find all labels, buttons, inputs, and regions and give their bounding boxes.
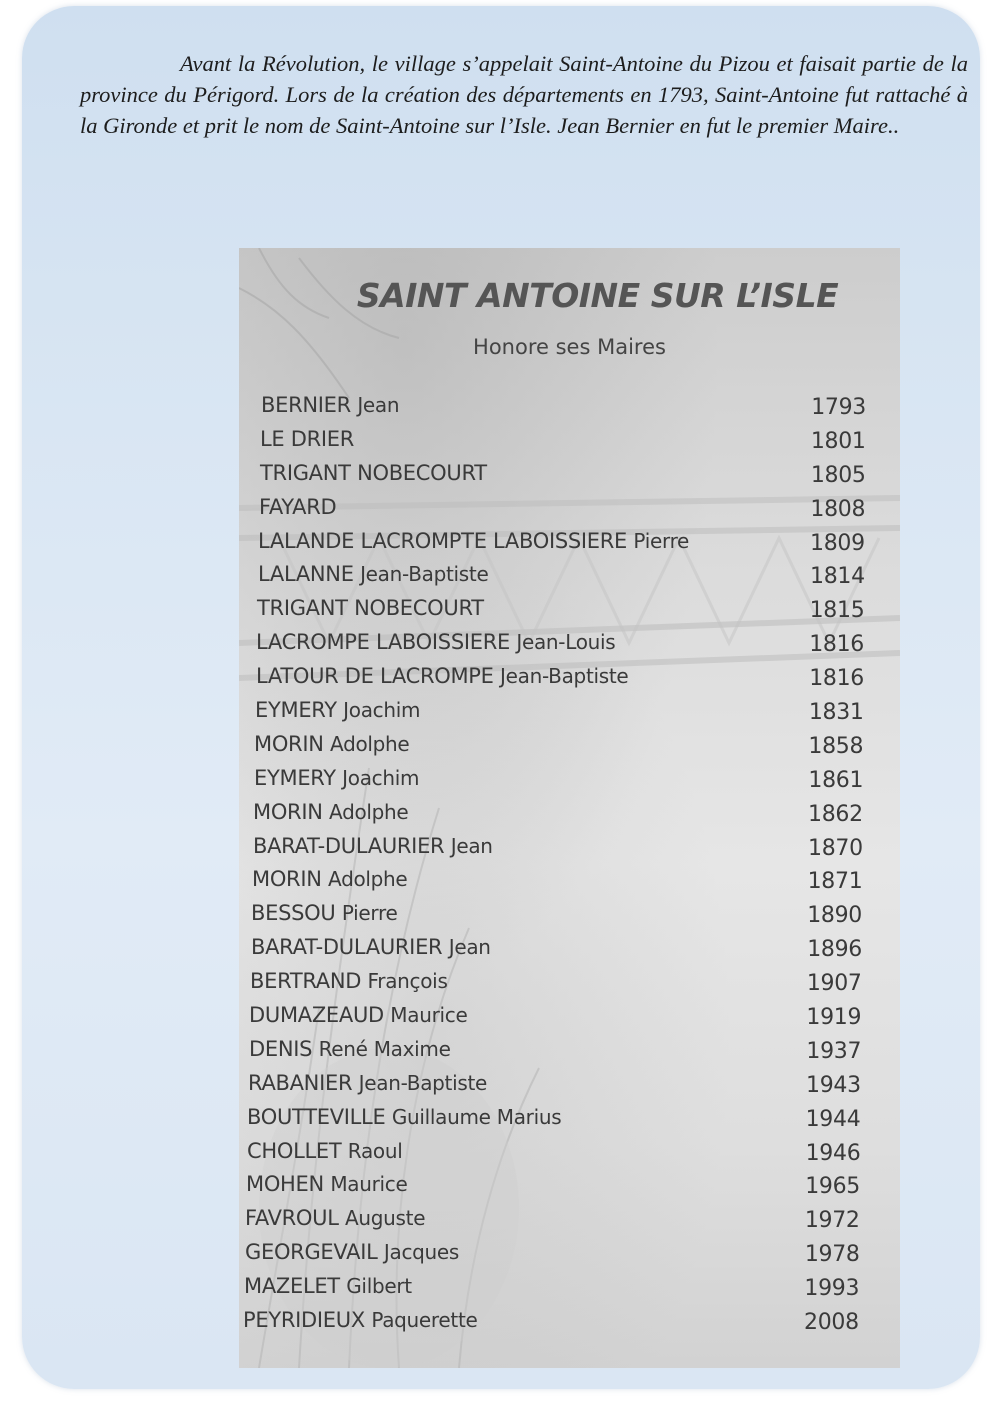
mayor-row: [239, 529, 900, 563]
mayor-row: [239, 1003, 900, 1037]
mayor-year: 2008: [804, 1310, 859, 1336]
mayor-surname: LATOUR DE LACROMPE: [256, 664, 494, 689]
mayor-year: 1890: [807, 903, 862, 929]
mayor-given-name: Guillaume Marius: [391, 1104, 562, 1129]
mayor-given-name: Auguste: [345, 1206, 426, 1231]
mayor-name: [258, 562, 488, 586]
mayor-year: 1972: [804, 1208, 860, 1234]
mayor-name: [254, 732, 409, 756]
mayor-name: [252, 867, 407, 891]
mayor-surname: TRIGANT NOBECOURT: [260, 460, 487, 485]
mayor-row: [239, 766, 900, 800]
mayor-given-name: Raoul: [347, 1138, 403, 1163]
mayor-name: [261, 393, 399, 417]
page-frame: [22, 6, 980, 1389]
mayor-row: [239, 935, 900, 969]
mayor-surname: BESSOU: [251, 901, 336, 926]
mayor-name: [259, 495, 336, 519]
mayor-row: [239, 630, 900, 664]
mayor-row: [239, 1308, 900, 1342]
mayor-row: [239, 596, 900, 630]
mayor-given-name: Gilbert: [346, 1274, 412, 1299]
plaque-title: SAINT ANTOINE SUR L’ISLE: [356, 276, 839, 315]
mayor-surname: RABANIER: [248, 1070, 353, 1095]
mayor-given-name: Jean-Baptiste: [500, 664, 629, 689]
mayor-given-name: Maurice: [330, 1172, 408, 1197]
mayor-name: [253, 800, 408, 824]
mayor-given-name: Jean-Baptiste: [360, 562, 489, 587]
mayor-surname: CHOLLET: [247, 1138, 342, 1163]
mayor-row: [239, 1037, 900, 1071]
mayor-name: [253, 834, 493, 858]
mayor-year: 1937: [806, 1038, 862, 1064]
mayor-name: [260, 461, 487, 485]
mayor-year: 1801: [810, 428, 866, 454]
mayor-row: [239, 1139, 900, 1173]
mayor-row: [239, 732, 900, 766]
mayor-year: 1896: [807, 937, 862, 963]
mayor-surname: LE DRIER: [260, 426, 355, 451]
mayor-name: [251, 935, 491, 959]
mayor-surname: MORIN: [254, 731, 324, 756]
mayor-given-name: Pierre: [633, 528, 690, 553]
mayor-name: [243, 1308, 478, 1332]
mayor-surname: BERNIER: [261, 393, 351, 417]
mayor-surname: LACROMPE LABOISSIERE: [256, 630, 510, 655]
mayor-given-name: Joachim: [343, 698, 421, 723]
mayor-surname: MOHEN: [246, 1172, 324, 1197]
mayor-name: [245, 1206, 425, 1230]
mayor-year: 1944: [805, 1106, 861, 1132]
mayor-given-name: Jean: [450, 833, 493, 858]
mayor-name: [256, 664, 628, 688]
mayor-row: [239, 867, 900, 901]
mayor-given-name: Jean: [448, 935, 491, 960]
mayor-surname: GEORGEVAIL: [245, 1240, 378, 1265]
mayor-name: [244, 1274, 412, 1298]
mayor-year: 1870: [808, 835, 863, 861]
mayor-year: 1816: [809, 632, 864, 658]
mayor-year: 1793: [811, 395, 866, 420]
mayor-row: [239, 495, 900, 529]
mayor-name: [257, 596, 484, 620]
mayor-given-name: Pierre: [341, 901, 398, 926]
mayor-row: [239, 461, 900, 495]
mayor-given-name: Adolphe: [329, 799, 409, 824]
mayor-given-name: Adolphe: [330, 731, 410, 756]
mayor-row: [239, 800, 900, 834]
mayor-year: 1993: [804, 1276, 860, 1302]
mayor-given-name: Joachim: [342, 765, 420, 790]
mayor-year: 1858: [808, 733, 864, 759]
mayor-given-name: Jean-Louis: [516, 630, 616, 655]
mayor-surname: BOUTTEVILLE: [247, 1104, 386, 1129]
mayor-year: 1943: [806, 1072, 861, 1098]
mayor-name: [256, 630, 615, 654]
mayor-name: [246, 1172, 407, 1196]
mayor-surname: DENIS: [249, 1036, 313, 1061]
mayor-row: [239, 562, 900, 596]
mayor-name: [247, 1105, 561, 1129]
mayor-name: [249, 1003, 467, 1027]
mayor-year: 1861: [808, 767, 864, 793]
mayor-surname: MORIN: [253, 799, 323, 824]
mayor-surname: TRIGANT NOBECOURT: [257, 596, 484, 621]
mayor-year: 1862: [808, 801, 863, 827]
mayor-surname: DUMAZEAUD: [249, 1003, 384, 1028]
mayor-row: [239, 1172, 900, 1206]
mayor-surname: LALANNE: [258, 562, 354, 587]
mayor-surname: MAZELET: [244, 1274, 340, 1299]
mayor-row: [239, 969, 900, 1003]
mayor-year: 1965: [805, 1174, 860, 1200]
mayor-given-name: Jean: [357, 393, 400, 417]
mayor-year: 1831: [808, 700, 864, 726]
mayor-given-name: Jacques: [383, 1240, 460, 1265]
mayor-list: [239, 393, 900, 1342]
plaque-subtitle: Honore ses Maires: [473, 335, 666, 359]
mayor-name: [251, 901, 397, 925]
mayor-name: [254, 766, 419, 790]
mayor-name: [247, 1139, 402, 1163]
mayor-given-name: Jean-Baptiste: [358, 1070, 488, 1095]
mayor-row: [239, 1071, 900, 1105]
mayors-plaque-photo: [239, 248, 900, 1368]
mayor-year: 1809: [810, 530, 865, 556]
mayor-year: 1978: [804, 1242, 860, 1268]
mayor-surname: LALANDE LACROMPTE LABOISSIERE: [258, 528, 628, 553]
mayor-given-name: René Maxime: [318, 1036, 451, 1061]
mayor-surname: BARAT-DULAURIER: [251, 935, 443, 960]
mayor-year: 1871: [807, 869, 863, 895]
mayor-row: [239, 427, 900, 461]
mayor-surname: EYMERY: [254, 765, 336, 790]
mayor-given-name: Adolphe: [328, 867, 408, 892]
intro-paragraph: Avant la Révolution, le village s’appelait Saint-Antoine du Pizou et faisait partie de la province du Périgord. Lors de la création des départements en 1793, Saint-Antoine fut rattaché à la Gironde et prit le nom de Saint-Antoine sur l’Isle. Jean Bernier en fut le premier Maire..: [80, 51, 968, 138]
mayor-surname: FAVROUL: [245, 1206, 339, 1231]
mayor-given-name: Maurice: [390, 1003, 468, 1028]
mayor-row: [239, 664, 900, 698]
mayor-row: [239, 1105, 900, 1139]
mayor-name: [249, 1037, 451, 1061]
mayor-surname: FAYARD: [259, 494, 337, 519]
mayor-year: 1946: [805, 1140, 861, 1166]
mayor-surname: MORIN: [252, 867, 322, 892]
mayor-row: [239, 1240, 900, 1274]
mayor-year: 1805: [810, 462, 866, 488]
mayor-year: 1907: [806, 971, 862, 997]
mayor-row: [239, 834, 900, 868]
mayor-year: 1919: [806, 1005, 862, 1031]
mayor-given-name: François: [367, 969, 448, 994]
mayor-name: [260, 427, 354, 451]
mayor-name: [250, 969, 448, 993]
mayor-name: [245, 1240, 459, 1264]
mayor-row: [239, 1274, 900, 1308]
mayor-year: 1816: [809, 666, 864, 692]
mayor-name: [255, 698, 420, 722]
mayor-row: [239, 901, 900, 935]
mayor-row: [239, 1206, 900, 1240]
mayor-row: [239, 393, 900, 427]
mayor-surname: PEYRIDIEUX: [243, 1308, 365, 1333]
mayor-year: 1815: [809, 598, 865, 624]
mayor-year: 1814: [810, 564, 865, 590]
mayor-surname: BARAT-DULAURIER: [253, 833, 445, 858]
mayor-name: [258, 529, 689, 553]
mayor-name: [248, 1071, 487, 1095]
mayor-row: [239, 698, 900, 732]
mayor-year: 1808: [810, 496, 866, 522]
mayor-surname: EYMERY: [255, 698, 337, 723]
mayor-surname: BERTRAND: [250, 969, 362, 994]
mayor-given-name: Paquerette: [371, 1308, 478, 1333]
